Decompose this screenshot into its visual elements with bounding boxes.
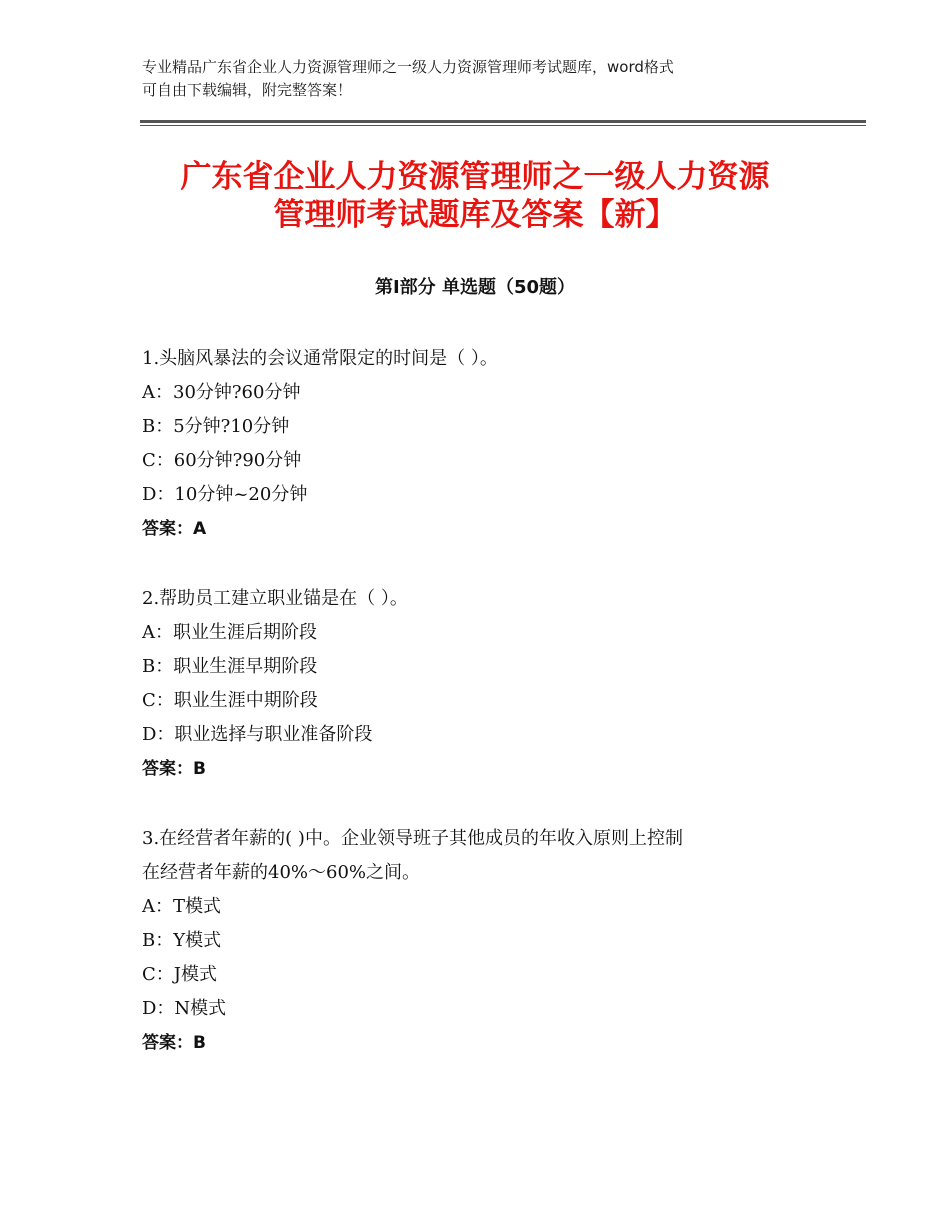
answer: 答案：B <box>142 1033 206 1053</box>
question-stem-line-1: 3.在经营者年薪的( )中。企业领导班子其他成员的年收入原则上控制 <box>142 828 683 849</box>
question-2 <box>142 582 842 786</box>
header-rule-thin <box>140 125 866 126</box>
header-note-line-2: 可自由下载编辑，附完整答案！ <box>142 81 353 99</box>
header-rule-thick <box>140 120 866 123</box>
option-c: C：60分钟?90分钟 <box>142 450 302 471</box>
answer: 答案：A <box>142 519 207 539</box>
question-stem: 1.头脑风暴法的会议通常限定的时间是（ ）。 <box>142 348 498 369</box>
option-d: D：职业选择与职业准备阶段 <box>142 724 373 745</box>
question-stem-line-2: 在经营者年薪的40%～60%之间。 <box>142 862 421 883</box>
document-title-line-1: 广东省企业人力资源管理师之一级人力资源 <box>180 159 770 195</box>
option-a: A：T模式 <box>142 896 222 917</box>
header-note <box>142 56 842 102</box>
document-title-line-2: 管理师考试题库及答案【新】 <box>273 197 677 233</box>
header-note-line-1: 专业精品广东省企业人力资源管理师之一级人力资源管理师考试题库，word格式 <box>142 58 674 76</box>
option-b: B：职业生涯早期阶段 <box>142 656 318 677</box>
option-a: A：职业生涯后期阶段 <box>142 622 317 643</box>
question-3 <box>142 822 842 1060</box>
question-list <box>142 342 842 1096</box>
option-c: C：职业生涯中期阶段 <box>142 690 318 711</box>
option-a: A：30分钟?60分钟 <box>142 382 301 403</box>
answer: 答案：B <box>142 759 206 779</box>
document-title <box>100 158 850 234</box>
option-b: B：5分钟?10分钟 <box>142 416 290 437</box>
option-d: D：10分钟~20分钟 <box>142 484 308 505</box>
option-c: C：J模式 <box>142 964 217 985</box>
section-heading: 第Ⅰ部分 单选题（50题） <box>374 277 575 298</box>
question-stem: 2.帮助员工建立职业锚是在（ ）。 <box>142 588 408 609</box>
option-b: B：Y模式 <box>142 930 222 951</box>
option-d: D：N模式 <box>142 998 227 1019</box>
question-1 <box>142 342 842 546</box>
